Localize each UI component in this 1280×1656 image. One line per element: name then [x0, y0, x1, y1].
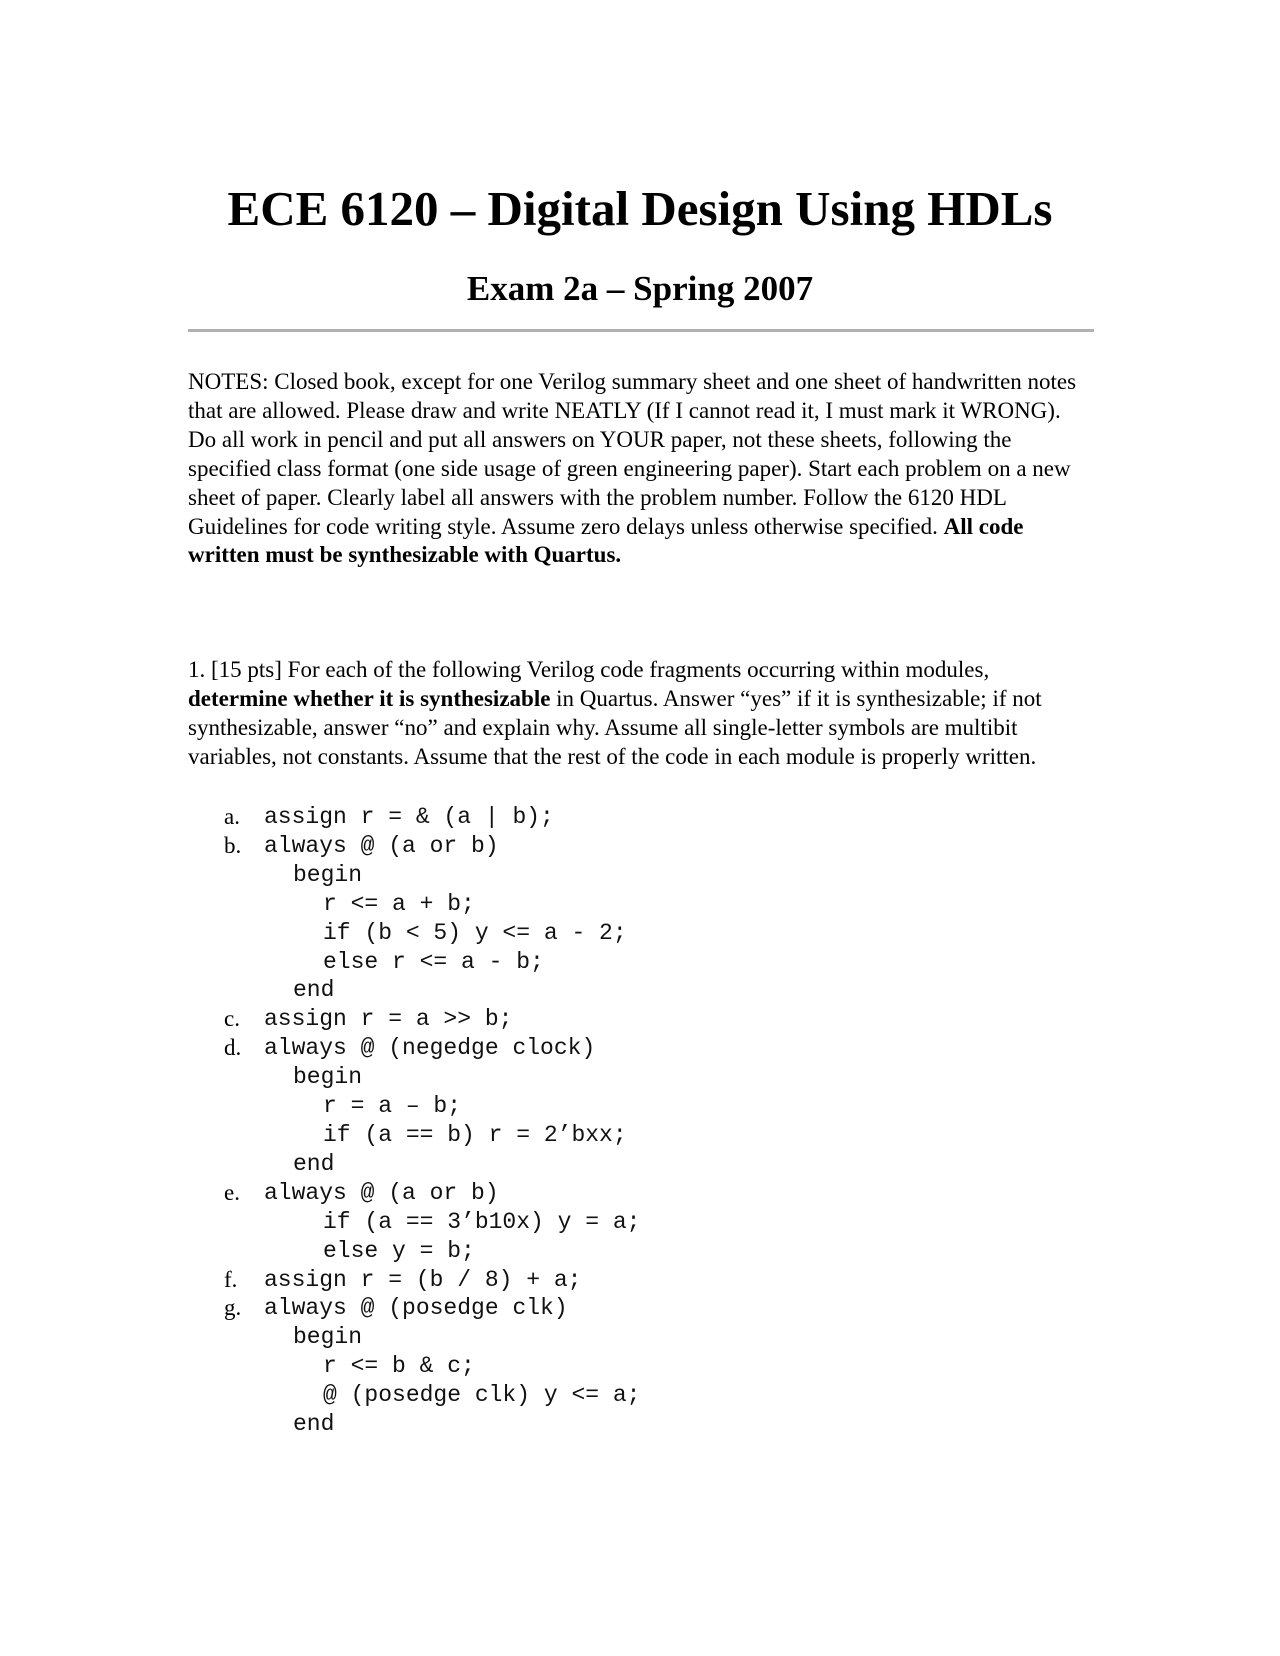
code-line: always @ (negedge clock) [264, 1035, 596, 1062]
code-line: if (a == b) r = 2’bxx; [323, 1121, 627, 1148]
problem-1-emphasis: determine whether it is synthesizable [188, 685, 551, 711]
code-fragment-list [224, 803, 640, 1439]
code-line: assign r = (b / 8) + a; [264, 1266, 582, 1293]
code-line: if (a == 3’b10x) y = a; [323, 1208, 641, 1235]
code-line: end [293, 1411, 335, 1438]
code-line: else r <= a - b; [323, 948, 544, 975]
item-label: d. [224, 1035, 242, 1061]
notes-text: NOTES: Closed book, except for one Verilog summary sheet and one sheet of handwritten notes that are allowed. Please draw and write NEATLY (If I cannot read it, I must mark it WRONG). Do all work in pencil and put all answers on YOUR paper, not these sheets, following the specified class format (one side usage of green engineering paper). Start each problem on a new sheet of paper. Clearly label all answers with the problem number. Follow the 6120 HDL Guidelines for code writing style. Assume zero delays unless otherwise specified. [188, 369, 1077, 539]
code-line: r <= b & c; [323, 1353, 475, 1380]
code-line: else y = b; [323, 1237, 475, 1264]
item-label: a. [224, 804, 240, 829]
code-line: assign r = a >> b; [264, 1006, 513, 1033]
problem-1-statement [188, 656, 1088, 772]
code-line: @ (posedge clk) y <= a; [323, 1382, 641, 1409]
item-label: c. [224, 1006, 240, 1032]
code-line: end [293, 1150, 335, 1177]
item-label: g. [224, 1295, 242, 1321]
code-item-f [224, 1266, 640, 1295]
code-line: always @ (posedge clk) [264, 1295, 568, 1322]
item-label: e. [224, 1179, 240, 1205]
problem-1-lead: 1. [15 pts] For each of the following Verilog code fragments occurring within modules, [188, 657, 990, 682]
header-divider [188, 329, 1094, 332]
item-label: f. [224, 1266, 238, 1292]
code-line: r = a – b; [323, 1093, 462, 1120]
code-line: begin [293, 1324, 363, 1351]
code-line: begin [293, 1064, 363, 1091]
code-item-g [224, 1294, 640, 1439]
problem-1-rest: in Quartus. Answer “yes” if it is synthesizable; if not synthesizable, answer “no” and explain why. Assume all single-letter symbols are multibit variables, not constants. Assume that the rest of the code in each module is properly written. [188, 685, 1042, 769]
item-label: b. [224, 832, 242, 858]
code-item-e [224, 1179, 640, 1266]
code-item-a [224, 803, 640, 832]
code-line: r <= a + b; [323, 890, 475, 917]
code-line: always @ (a or b) [264, 832, 499, 859]
code-item-d [224, 1034, 640, 1179]
notes-bold-text: All code written must be synthesizable with Quartus. [188, 513, 1024, 568]
code-item-b [224, 832, 640, 1005]
exam-notes [188, 368, 1088, 570]
code-item-c [224, 1005, 640, 1034]
code-line: always @ (a or b) [264, 1179, 499, 1206]
code-line: end [293, 977, 335, 1004]
exam-subtitle: Exam 2a – Spring 2007 [466, 269, 814, 309]
code-line: assign r = & (a | b); [264, 804, 554, 830]
exam-course-title: ECE 6120 – Digital Design Using HDLs [227, 180, 1053, 236]
code-line: begin [293, 861, 363, 888]
code-line: if (b < 5) y <= a - 2; [323, 919, 627, 946]
